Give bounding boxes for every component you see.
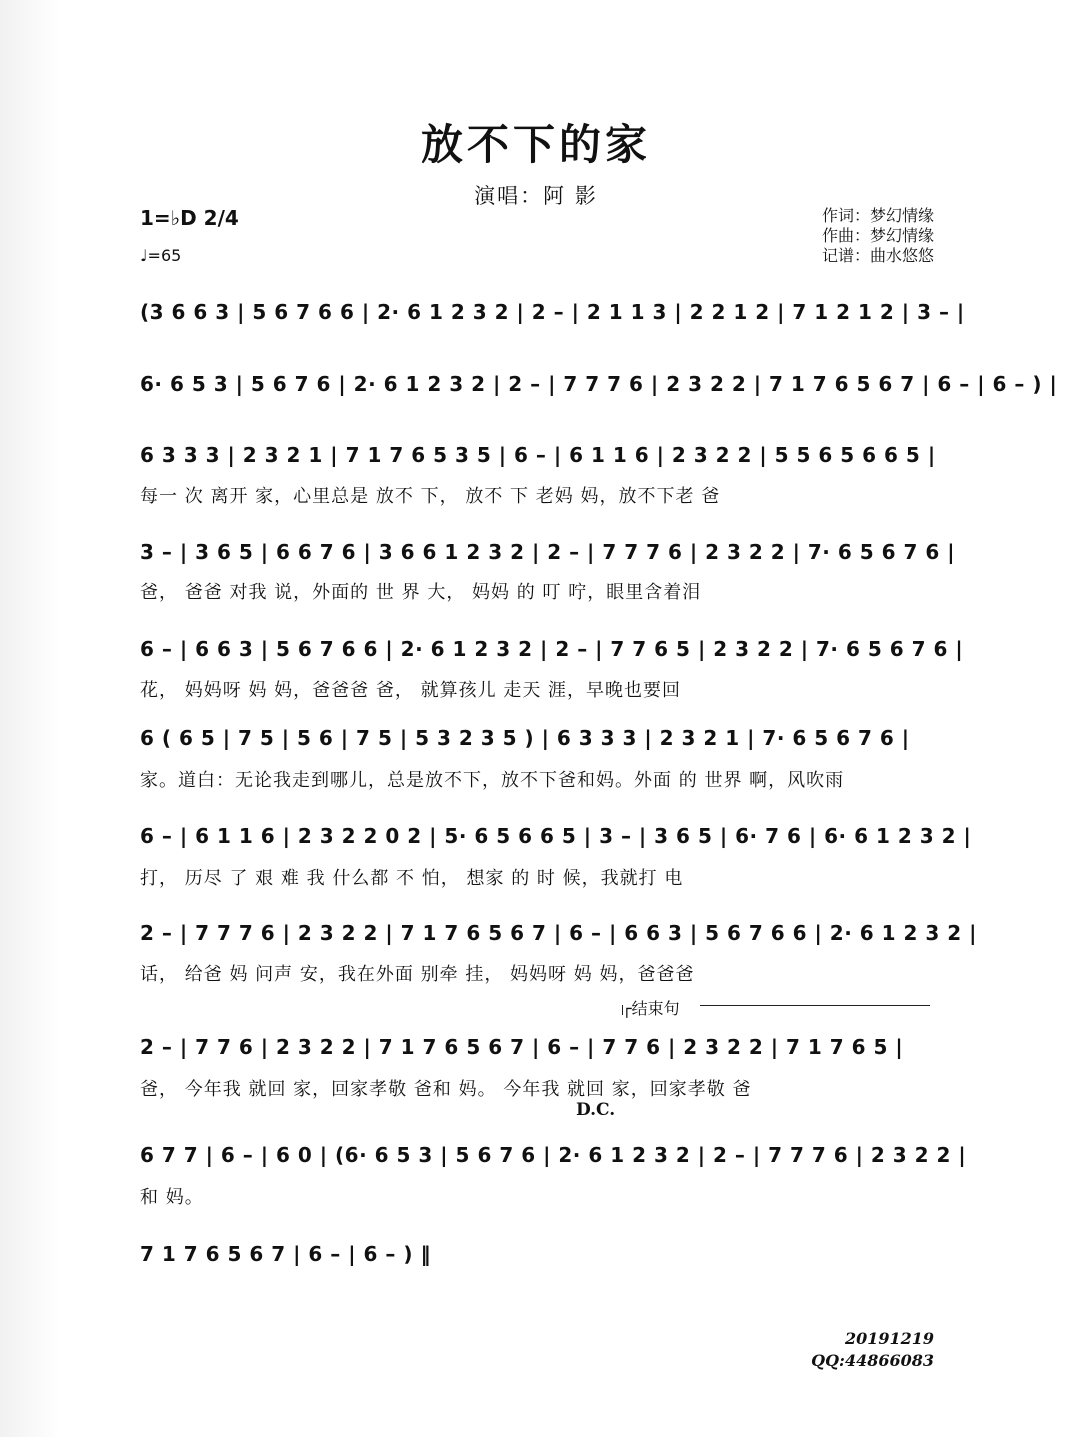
score-system-6-notes: 6 ( 6 5 | 7 5 | 5 6 | 7 5 | 5 3 2 3 5 ) | 6 3 3 3 | 2 3 2 1 | 7· 6 5 6 7 6 | [140,726,910,750]
score-system-4-lyrics: 爸， 爸爸 对我 说，外面的 世 界 大， 妈妈 的 叮 咛，眼里含着泪 [140,582,702,603]
footer-date: 20191219 [844,1329,934,1348]
score-system-10-lyrics: 和 妈。 [140,1187,204,1208]
score-system-9-notes: 2 – | 7 7 6 | 2 3 2 2 | 7 1 7 6 5 6 7 | 6 – | 7 7 6 | 2 3 2 2 | 7 1 7 6 5 | [140,1035,904,1059]
da-capo-mark: D.C. [576,1100,616,1120]
lyricist-credit: 作词：梦幻情缘 [821,206,934,225]
score-system-3-notes: 6 3 3 3 | 2 3 2 1 | 7 1 7 6 5 3 5 | 6 – | 6 1 1 6 | 2 3 2 2 | 5 5 6 5 6 6 5 | [140,443,936,467]
score-system-9-lyrics: 爸， 今年我 就回 家，回家孝敬 爸和 妈。 今年我 就回 家，回家孝敬 爸 [140,1079,752,1100]
key-signature: 1=♭D 2/4 [140,206,239,230]
singer-line: 演唱：阿 影 [474,184,598,208]
ending-label: ┌结束句 [622,999,680,1018]
credits-block [822,206,934,266]
score-system-5-notes: 6 – | 6 6 3 | 5 6 7 6 6 | 2· 6 1 2 3 2 | 2 – | 7 7 6 5 | 2 3 2 2 | 7· 6 5 6 7 6 | [140,637,964,661]
score-system-3-lyrics: 每一 次 离开 家，心里总是 放不 下， 放不 下 老妈 妈，放不下老 爸 [140,486,721,507]
footer-block [811,1328,934,1372]
song-title: 放不下的家 [420,120,651,169]
ending-bracket-line [700,1005,930,1006]
composer-credit: 作曲：梦幻情缘 [821,226,934,245]
score-system-4-notes: 3 – | 3 6 5 | 6 6 7 6 | 3 6 6 1 2 3 2 | 2 – | 7 7 7 6 | 2 3 2 2 | 7· 6 5 6 7 6 | [140,540,956,564]
score-system-8-lyrics: 话， 给爸 妈 问声 安，我在外面 别牵 挂， 妈妈呀 妈 妈，爸爸爸 [140,964,695,985]
score-system-7-notes: 6 – | 6 1 1 6 | 2 3 2 2 0 2 | 5· 6 5 6 6 5 | 3 – | 3 6 5 | 6· 7 6 | 6· 6 1 2 3 2 | [140,824,972,848]
score-system-1-notes: (3 6 6 3 | 5 6 7 6 6 | 2· 6 1 2 3 2 | 2 – | 2 1 1 3 | 2 2 1 2 | 7 1 2 1 2 | 3 – | [140,300,965,324]
tempo-marking: ♩=65 [140,246,182,265]
page-edge-shadow [0,0,60,1437]
score-system-6-lyrics: 家。道白：无论我走到哪儿，总是放不下，放不下爸和妈。外面 的 世界 啊，风吹雨 [140,770,845,791]
footer-qq: QQ:44866083 [811,1351,934,1370]
score-system-5-lyrics: 花， 妈妈呀 妈 妈，爸爸爸 爸， 就算孩儿 走天 涯，早晚也要回 [140,680,682,701]
transcriber-credit: 记谱：曲水悠悠 [821,246,934,265]
score-system-11-notes: 7 1 7 6 5 6 7 | 6 – | 6 – ) ‖ [140,1242,431,1266]
score-system-2-notes: 6· 6 5 3 | 5 6 7 6 | 2· 6 1 2 3 2 | 2 – | 7 7 7 6 | 2 3 2 2 | 7 1 7 6 5 6 7 | 6 – | 6 – ) | [140,372,1058,396]
score-system-10-notes: 6 7 7 | 6 – | 6 0 | (6· 6 5 3 | 5 6 7 6 | 2· 6 1 2 3 2 | 2 – | 7 7 7 6 | 2 3 2 2 | [140,1143,967,1167]
score-system-7-lyrics: 打， 历尽 了 艰 难 我 什么都 不 怕， 想家 的 时 候，我就打 电 [140,868,684,889]
score-system-8-notes: 2 – | 7 7 7 6 | 2 3 2 2 | 7 1 7 6 5 6 7 | 6 – | 6 6 3 | 5 6 7 6 6 | 2· 6 1 2 3 2 | [140,921,977,945]
